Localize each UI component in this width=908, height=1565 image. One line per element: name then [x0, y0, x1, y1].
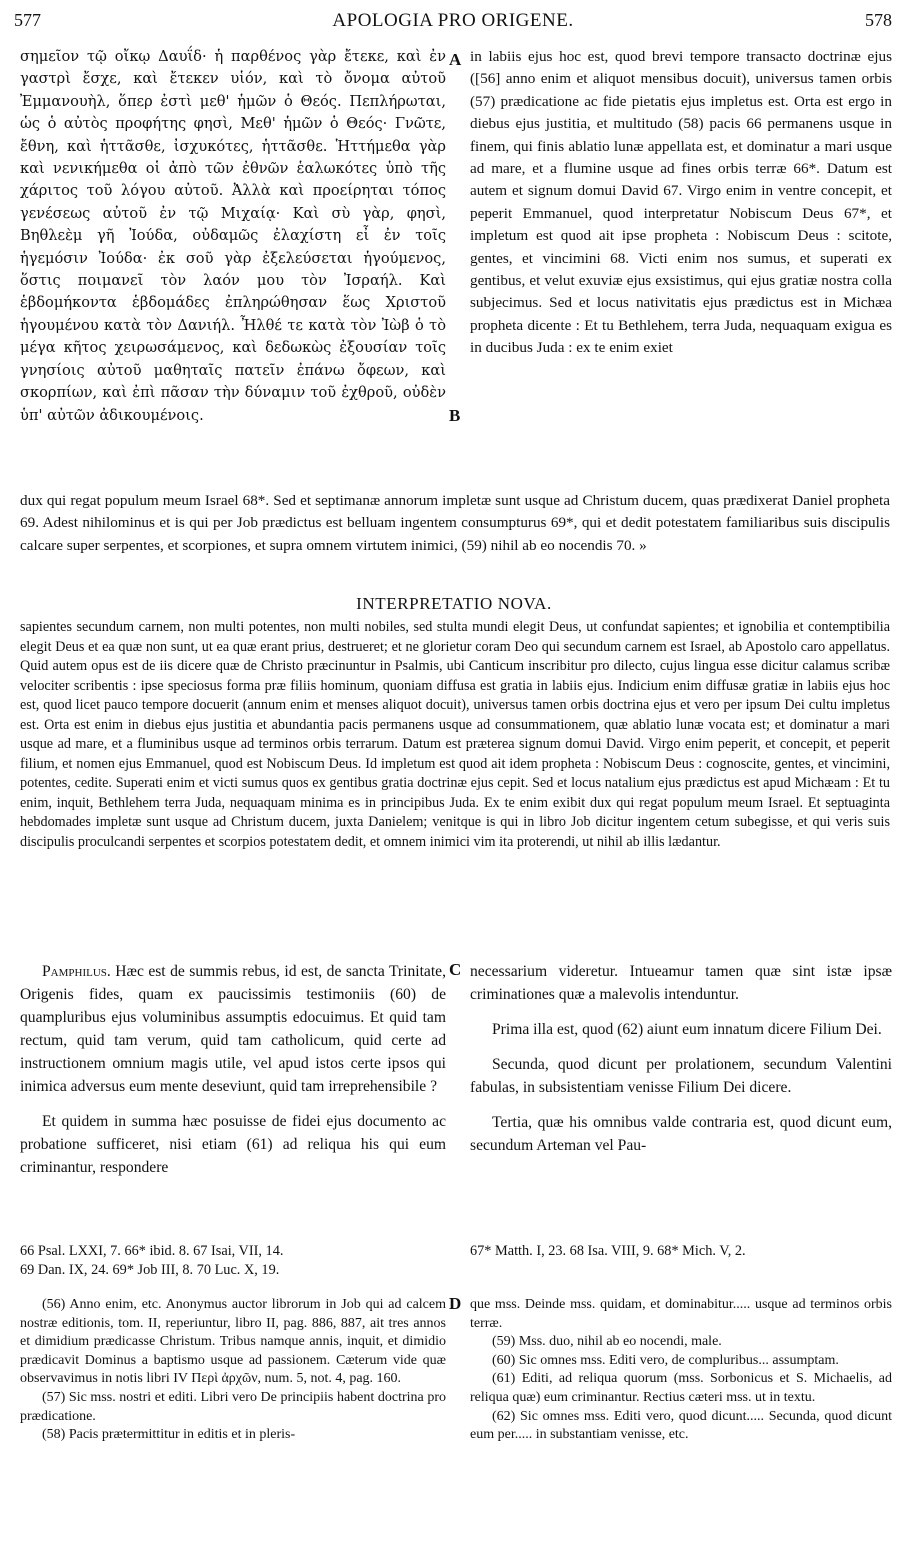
note-59: (59) Mss. duo, nihil ab eo nocendi, male. [492, 1334, 722, 1350]
note-61: (61) Editi, ad reliqua quorum (mss. Sorbonicus et S. Michaelis, ad reliqua quæ) eum criminantur. Rectius cæteri mss. ut in textu. [470, 1371, 892, 1405]
footnotes-right [470, 1242, 892, 1261]
latin-continuation: dux qui regat populum meum Israel 68*. Sed et septimanæ annorum impletæ sunt usque ad Christum ducem, quas prædixerat Daniel propheta 69. Adest nihilominus et is qui per Job prædictus est belluam ingentem consumpturus 69*, qui et dedit potestatem familiaribus suis discipulis calcare super serpentes, et scorpiones, et supra omnem virtutem inimici, (59) nihil ab eo nocendis 70. » [20, 492, 890, 554]
pamphilus-right-paragraph-3: Secunda, quod dicunt per prolationem, secundum Valentini fabulas, in subsistentiam venisse Filium Dei dicere. [470, 1056, 892, 1096]
margin-marker-a: A [449, 50, 462, 69]
greek-column: σημεῖον τῷ οἴκῳ Δαυΐδ· ἡ παρθένος γὰρ ἔτεκε, καὶ ἐν γαστρὶ ἔσχε, καὶ ἔτεκεν υἱόν, καὶ τὸ ὄνομα αὐτοῦ Ἐμμανουὴλ, ὅπερ ἐστὶ μεθ' ἡμῶν ὁ Θεός. Πεπλήρωται, ὡς ὁ αὐτὸς προφήτης φησὶ, Μεθ' ἡμῶν ὁ Θεός· Γνῶτε, ἔθνη, καὶ ἡττᾶσθε, ἰσχυκότες, ἡττᾶσθε. Ἡττήμεθα γὰρ καὶ νενικήμεθα οἱ ἀπὸ τῶν ἐθνῶν ἑαλωκότες ὑπὸ τῆς χάριτος τοῦ λόγου αὐτοῦ. Ἀλλὰ καὶ προείρηται τόπος γενέσεως αὐτοῦ ἐν τῷ Μιχαίᾳ· Καὶ σὺ γὰρ, φησὶ, Βηθλεὲμ γῆ Ἰούδα, οὐδαμῶς ἐλαχίστη εἶ ἐν τοῖς ἡγεμόσιν Ἰούδα· ἐκ σοῦ γὰρ ἐξελεύσεται ἡγούμενος, ὅστις ποιμανεῖ τὸν λαόν μου τὸν Ἰσραήλ. Καὶ ἑβδομήκοντα ἑβδομάδες ἐπληρώθησαν ἕως Χριστοῦ ἡγουμένου κατὰ τὸν Δανιήλ. Ἦλθέ τε κατὰ τὸν Ἰὼβ ὁ τὸ μέγα κῆτος χειρωσάμενος, καὶ δεδωκὼς ἐξουσίαν τοῖς γνησίοις αὐτοῦ μαθηταῖς πατεῖν ἐπάνω ὄφεων, καὶ σκορπίων, καὶ ἐπὶ πᾶσαν τὴν δύναμιν τοῦ ἐχθροῦ, οὐδὲν ὑπ' αὐτῶν ἀδικουμένοις. [20, 48, 446, 424]
note-56: (56) Anno enim, etc. Anonymus auctor librorum in Job qui ad calcem nostræ editionis, tom. II, reperiuntur, libro II, pag. 886, 887, ait tres annos et dimidium prædicasse Christum. Tribus namque annis, inquit, et dimidio prædicavit Dominus a baptismo usque ad passionem. Cæterum vide quæ observavimus in notis libri IV Περὶ ἀρχῶν, num. 5, not. 4, pag. 160. [20, 1297, 446, 1387]
pamphilus-paragraph-1: Hæc est de summis rebus, id est, de sancta Trinitate, Origenis fides, quam ex paucissimis testimoniis (60) de quampluribus ejus voluminibus assumptis edocuimus. Et quid tam rectum, quid tam verum, quid tam catholicum, quid certe ad instructionem omnium magis utile, vel apud istos certe ipsos qui inimica adversus eum mente deseviunt, quid tam irreprehensibile ? [20, 963, 446, 1095]
pamphilus-paragraph-2: Et quidem in summa hæc posuisse de fidei ejus documento ac probatione sufficeret, nisi etiam (61) ad reliqua his qui eum criminantur, respondere [20, 1113, 446, 1176]
note-62: (62) Sic omnes mss. Editi vero, quod dicunt..... Secunda, quod dicunt eum per..... in substantiam venisse, etc. [470, 1408, 892, 1443]
pamphilus-right-column [470, 960, 892, 1169]
note-58: (58) Pacis prætermittitur in editis et in pleris- [42, 1427, 296, 1443]
footnotes-left [20, 1242, 446, 1280]
pamphilus-right-paragraph-1: necessarium videretur. Intueamur tamen quæ sint istæ ipsæ criminationes quæ a malevolis intenduntur. [470, 963, 892, 1003]
latin-column: in labiis ejus hoc est, quod brevi tempore transacto doctrinæ ejus ([56] anno enim et aliquot mensibus docuit), universus tamen orbis (57) prædicatione ac fide pietatis ejus impletus est. Orta est ergo in diebus ejus justitia, et multitudo (58) pacis 66 permanens usque in finem, qui finis ablatio lunæ appellata est, et dominatur a mari usque ad mare, et a flumine usque ad fines orbis terræ 66*. Datum est autem et signum domui David 67. Virgo enim in ventre concepit, et peperit Emmanuel, quod interpretatur Nobiscum Deus 67*, et impletum est quod ait ipse propheta : Nobiscum Deus : scitote, gentes, et vincimini 68. Victi enim nos sumus, et superati ex gentibus, et velut exuviæ ejus exsistimus, qui ejus gratiæ nostra colla subjecimus. Sed et locus nativitatis ejus prædictus est in Michæa propheta dicente : Et tu Bethlehem, terra Juda, nequaquam exigua es in ducibus Juda : ex te enim exiet [470, 48, 892, 357]
margin-marker-c: C [449, 960, 462, 979]
note-60: (60) Sic omnes mss. Editi vero, de compluribus... assumptam. [492, 1352, 839, 1368]
note-57: (57) Sic mss. nostri et editi. Libri vero De principiis habent doctrina pro prædicatione. [20, 1389, 446, 1424]
note-58-continued: que mss. Deinde mss. quidam, et dominabitur..... usque ad terminos orbis terræ. [470, 1297, 892, 1331]
notes-right-column [470, 1296, 892, 1445]
margin-marker-b: B [449, 406, 461, 425]
running-title: APOLOGIA PRO ORIGENE. [332, 10, 574, 31]
pamphilus-left-column [20, 960, 446, 1191]
interpretatio-nova-text: sapientes secundum carnem, non multi potentes, non multi nobiles, sed stulta mundi elegit Deus, ut confundat sapientes; et ignobilia et contemptibilia elegit Deus et ea quæ non sunt, ut ea quæ erant prius, destrueret; et ne glorietur coram Deo qui secundum carnem est Israel, ab Apostolo caro appellatus. Quid autem opus est de iis dicere quæ de Christo præcinuntur in Psalmis, ubi Canticum inscribitur pro dilecto, cujus lingua esse dicitur calamus scribæ velociter scribentis : ipse speciosus forma præ filiis hominum, quoniam diffusa est gratia in labiis ejus. Indicium enim diffusæ gratiæ in labiis ejus hoc est, quod licet pauco tempore docuerit (annum enim et menses aliquot docuit), universus tamen orbis doctrina ejus et vero per ipsum Dei cultu impletus est. Orta est enim in diebus ejus justitia et abundantia pacis permanens usque ad consummationem, quæ ablatio lunæ vocata est; et dominatur a mari usque ad mare, et a fluminibus usque ad terminos orbis terrarum. Datum est præterea signum domui David. Virgo enim peperit, et concepit, et peperit filium, et nomen ejus Emmanuel, quod est Nobiscum Deus. Id impletum est quod ait idem propheta : Nobiscum Deus : cognoscite, gentes, et vincimini, potentes, cedite. Superati enim et victi sumus quos ex gentibus gratia doctrinæ ejus cepit. Sed et locus natalium ejus prædictus est apud Michæam : Et tu enim, inquit, Bethlehem terra Juda, nequaquam minima es in principibus Juda. Ex te enim exibit dux qui regat populum meum Israel. Et septuaginta hebdomades impletæ sunt usque ad Christum ducem, juxta Danielem; venitque is qui in libro Job dicitur ingentem cetum subegisse, et qui veris suis discipulis proculcandi serpentes et scorpios potestatem dedit, et omnem inimici vim ita proterendi, ut nihil ab illis lædantur. [20, 619, 890, 850]
notes-left-column [20, 1296, 446, 1445]
page-number-left: 577 [14, 10, 41, 30]
page-number-right: 578 [865, 10, 892, 30]
footnote-line: 66 Psal. LXXI, 7. 66* ibid. 8. 67 Isai, VII, 14. [20, 1243, 284, 1259]
pamphilus-right-paragraph-4: Tertia, quæ his omnibus valde contraria est, quod dicunt eum, secundum Arteman vel Pau- [470, 1114, 892, 1154]
footnote-line: 69 Dan. IX, 24. 69* Job III, 8. 70 Luc. X, 19. [20, 1262, 280, 1278]
margin-marker-d: D [449, 1294, 462, 1313]
speaker-name: Pamphilus. [42, 963, 111, 980]
section-title: INTERPRETATIO NOVA. [356, 594, 552, 613]
footnote-line: 67* Matth. I, 23. 68 Isa. VIII, 9. 68* Mich. V, 2. [470, 1243, 746, 1259]
pamphilus-right-paragraph-2: Prima illa est, quod (62) aiunt eum innatum dicere Filium Dei. [492, 1021, 882, 1038]
page-header [14, 10, 892, 40]
